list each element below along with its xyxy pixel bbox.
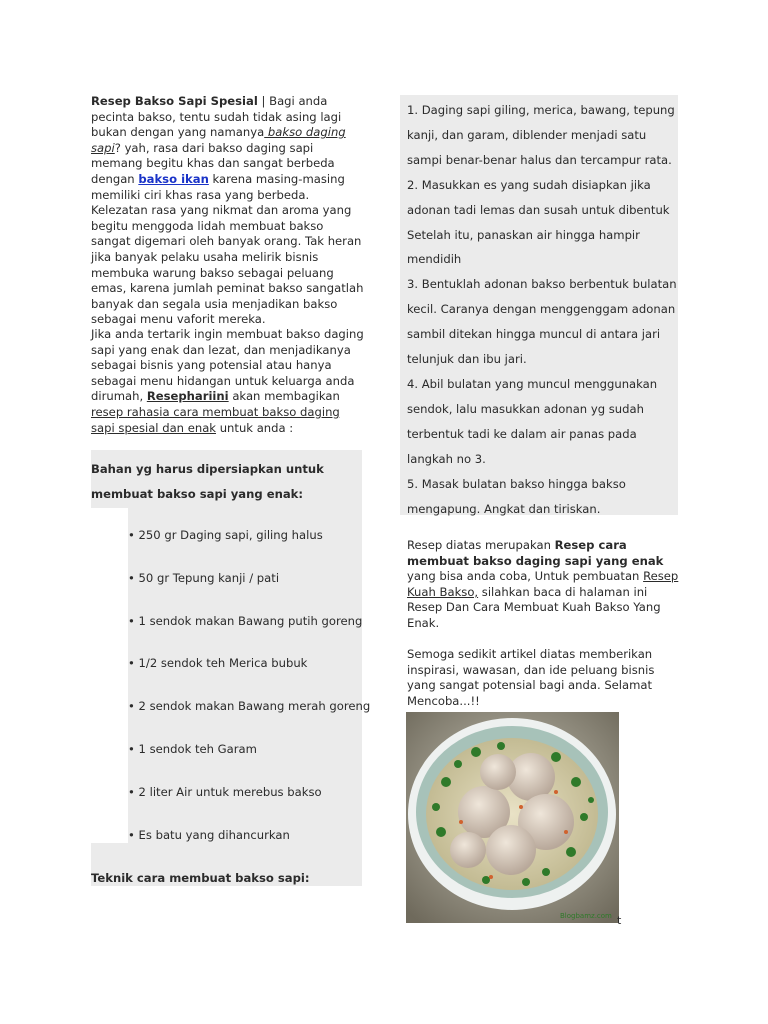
ingredients-heading: Bahan yg harus dipersiapkan untuk membuat bakso sapi yang enak: <box>91 462 324 501</box>
ingredient-item: • 1/2 sendok teh Merica bubuk <box>128 656 308 670</box>
link-resep-rahasia[interactable]: resep rahasia cara membuat bakso daging sapi spesial dan enak <box>91 404 340 435</box>
steps-list <box>407 98 679 521</box>
bakso-soup-photo <box>406 712 619 923</box>
ingredients-indent <box>91 508 128 843</box>
ingredient-item: • 1 sendok makan Bawang putih goreng <box>128 614 363 628</box>
link-resep-kuah-bakso[interactable]: Resep Kuah Bakso, <box>407 569 679 599</box>
ingredient-item: • 2 sendok makan Bawang merah goreng <box>128 699 371 713</box>
ingredient-item: • 50 gr Tepung kanji / pati <box>128 571 280 585</box>
article-title: Resep Bakso Sapi Spesial <box>91 94 258 108</box>
link-bakso-daging-sapi[interactable]: bakso daging sapi <box>91 125 346 155</box>
ingredient-item: • 250 gr Daging sapi, giling halus <box>128 528 323 542</box>
step-item: 3. Bentuklah adonan bakso berbentuk bulatan kecil. Caranya dengan menggenggam adonan sambil ditekan hingga muncul di antara jari telunjuk dan ibu jari. <box>407 277 677 367</box>
conclusion-paragraph: Resep diatas merupakan Resep cara membuat bakso daging sapi yang enak yang bisa anda coba, Untuk pembuatan Resep Kuah Bakso, silahkan baca di halaman ini Resep Dan Cara Membuat Kuah Bakso Yang Enak. <box>407 538 679 630</box>
ingredient-item: • 2 liter Air untuk merebus bakso <box>128 785 322 799</box>
step-item: 2. Masukkan es yang sudah disiapkan jika adonan tadi lemas dan susah untuk dibentuk Setelah itu, panaskan air hingga hampir mendidih <box>407 177 670 267</box>
link-bakso-ikan[interactable]: bakso ikan <box>138 171 209 186</box>
technique-heading: Teknik cara membuat bakso sapi: <box>91 871 310 885</box>
ingredient-item: • Es batu yang dihancurkan <box>128 828 290 842</box>
intro-paragraph: Resep Bakso Sapi Spesial | Bagi anda pecinta bakso, tentu sudah tidak asing lagi bukan dengan yang namanya bakso daging sapi? yah, rasa dari bakso daging sapi memang begitu khas dan sangat berbeda dengan bakso ikan karena masing-masing memiliki ciri khas rasa yang berbeda. Kelezatan rasa yang nikmat dan aroma yang begitu menggoda lidah membuat bakso sangat digemari oleh banyak orang. Tak heran jika banyak pelaku usaha melirik bisnis membuka warung bakso sebagai peluang emas, karena jumlah peminat bakso sangatlah banyak dan segala usia menjadikan bakso sebagai menu vaforit mereka. <box>91 94 364 327</box>
link-resephariini[interactable]: Resephariini <box>146 389 229 404</box>
photo-caption: t <box>617 914 622 927</box>
step-item: 5. Masak bulatan bakso hingga bakso mengapung. Angkat dan tiriskan. <box>407 476 626 516</box>
ingredient-item: • 1 sendok teh Garam <box>128 742 257 756</box>
photo-watermark: Blogbamz.com <box>560 912 612 920</box>
closing-paragraph: Semoga sedikit artikel diatas memberikan inspirasi, wawasan, dan ide peluang bisnis yang sangat potensial bagi anda. Selamat Mencoba...!! <box>407 647 655 708</box>
second-paragraph: Jika anda tertarik ingin membuat bakso daging sapi yang enak dan lezat, dan menjadikanya sebagai bisnis yang potensial atau hanya sebagai menu hidangan untuk keluarga anda dirumah, Resephariini akan membagikan resep rahasia cara membuat bakso daging sapi spesial dan enak untuk anda : <box>91 327 364 435</box>
step-item: 4. Abil bulatan yang muncul menggunakan sendok, lalu masukkan adonan yg sudah terbentuk tadi ke dalam air panas pada langkah no 3. <box>407 376 658 466</box>
step-item: 1. Daging sapi giling, merica, bawang, tepung kanji, dan garam, diblender menjadi satu sampi benar-benar halus dan tercampur rata. <box>407 103 675 167</box>
